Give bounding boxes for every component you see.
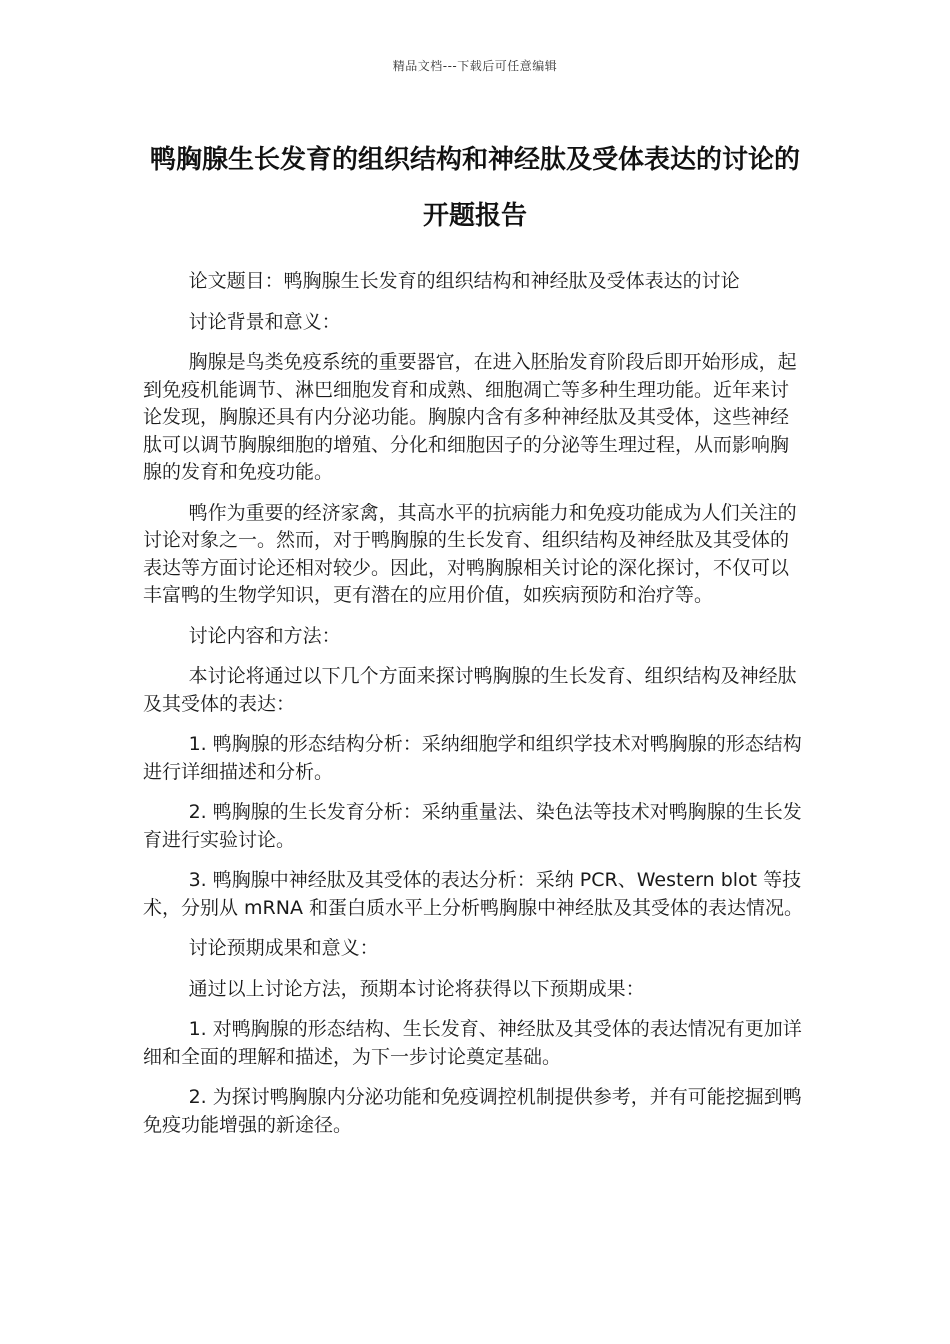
- list-item: 3. 鸭胸腺中神经肽及其受体的表达分析：采纳 PCR、Western blot 等技术，分别从 mRNA 和蛋白质水平上分析鸭胸腺中神经肽及其受体的表达情况。: [143, 869, 804, 919]
- paragraph: 胸腺是鸟类免疫系统的重要器官，在进入胚胎发育阶段后即开始形成，起到免疫机能调节、淋巴细胞发育和成熟、细胞凋亡等多种生理功能。近年来讨论发现，胸腺还具有内分泌功能。胸腺内含有多种神经肽及其受体，这些神经肽可以调节胸腺细胞的增殖、分化和细胞因子的分泌等生理过程，从而影响胸腺的发育和免疫功能。: [143, 351, 797, 483]
- section-heading-background: 讨论背景和意义：: [188, 310, 341, 333]
- paragraph: 鸭作为重要的经济家禽，其高水平的抗病能力和免疫功能成为人们关注的讨论对象之一。然而，对于鸭胸腺的生长发育、组织结构及神经肽及其受体的表达等方面讨论还相对较少。因此，对鸭胸腺相关讨论的深化探讨，不仅可以丰富鸭的生物学知识，更有潜在的应用价值，如疾病预防和治疗等。: [143, 501, 797, 606]
- paragraph-thesis-title: 论文题目：鸭胸腺生长发育的组织结构和神经肽及受体表达的讨论: [188, 270, 740, 292]
- document-title: 鸭胸腺生长发育的组织结构和神经肽及受体表达的讨论的开题报告: [149, 145, 800, 231]
- header-note: 精品文档---下载后可任意编辑: [392, 59, 558, 73]
- document-body: [143, 268, 807, 1152]
- section-heading-outcomes: 讨论预期成果和意义：: [188, 937, 379, 959]
- list-item: 2. 为探讨鸭胸腺内分泌功能和免疫调控机制提供参考，并有可能挖掘到鸭免疫功能增强的新途径。: [143, 1086, 802, 1136]
- list-item: 1. 对鸭胸腺的形态结构、生长发育、神经肽及其受体的表达情况有更加详细和全面的理解和描述，为下一步讨论奠定基础。: [143, 1018, 802, 1068]
- paragraph: 本讨论将通过以下几个方面来探讨鸭胸腺的生长发育、组织结构及神经肽及其受体的表达：: [143, 665, 797, 715]
- section-heading-methods: 讨论内容和方法：: [188, 624, 341, 647]
- list-item: 1. 鸭胸腺的形态结构分析：采纳细胞学和组织学技术对鸭胸腺的形态结构进行详细描述和分析。: [143, 733, 802, 783]
- list-item: 2. 鸭胸腺的生长发育分析：采纳重量法、染色法等技术对鸭胸腺的生长发育进行实验讨论。: [143, 801, 802, 851]
- paragraph: 通过以上讨论方法，预期本讨论将获得以下预期成果：: [188, 977, 645, 1000]
